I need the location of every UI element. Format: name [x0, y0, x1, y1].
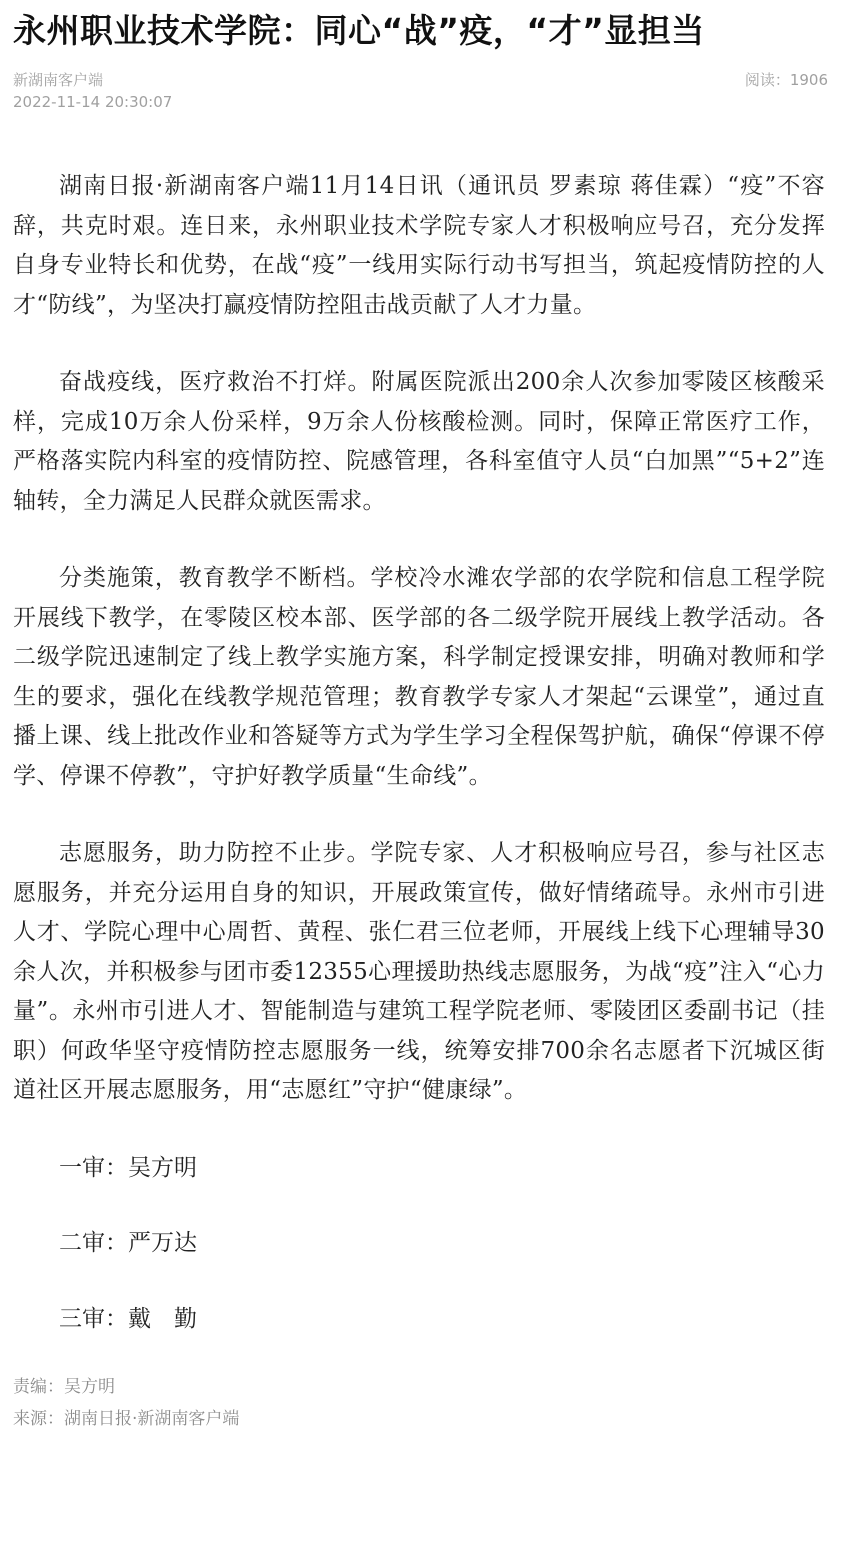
article-paragraph: 湖南日报·新湖南客户端11月14日讯（通讯员 罗素琼 蒋佳霖）“疫”不容辞，共克时艰。连日来，永州职业技术学院专家人才积极响应号召，充分发挥自身专业特长和优势，在战“疫”一线用实际行动书写担当，筑起疫情防控的人才“防线”，为坚决打赢疫情防控阻击战贡献了人才力量。 — [13, 173, 825, 318]
read-count: 阅读：1906 — [744, 71, 828, 89]
article-body — [13, 167, 825, 1339]
article-source: 新湖南客户端 — [13, 71, 104, 89]
article-origin: 来源：湖南日报·新湖南客户端 — [13, 1409, 240, 1429]
third-review: 三审：戴 勤 — [59, 1305, 197, 1332]
article-footer — [13, 1371, 825, 1435]
publish-date: 2022-11-14 20:30:07 — [13, 93, 173, 111]
article-paragraph: 奋战疫线，医疗救治不打烊。附属医院派出200余人次参加零陵区核酸采样，完成10万余人份采样，9万余人份核酸检测。同时，保障正常医疗工作，严格落实院内科室的疫情防控、院感管理，各科室值守人员“白加黑”“5+2”连轴转，全力满足人民群众就医需求。 — [13, 369, 825, 514]
article-paragraph: 志愿服务，助力防控不止步。学院专家、人才积极响应号召，参与社区志愿服务，并充分运用自身的知识，开展政策宣传，做好情绪疏导。永州市引进人才、学院心理中心周哲、黄程、张仁君三位老师，开展线上线下心理辅导30余人次，并积极参与团市委12355心理援助热线志愿服务，为战“疫”注入“心力量”。永州市引进人才、智能制造与建筑工程学院老师、零陵团区委副书记（挂职）何政华坚守疫情防控志愿服务一线，统筹安排700余名志愿者下沉城区街道社区开展志愿服务，用“志愿红”守护“健康绿”。 — [13, 840, 825, 1103]
responsible-editor: 责编：吴方明 — [13, 1377, 115, 1397]
article-title: 永州职业技术学院：同心“战”疫，“才”显担当 — [13, 11, 705, 50]
first-review: 一审：吴方明 — [59, 1154, 197, 1181]
article — [13, 0, 828, 1435]
second-review: 二审：严万达 — [59, 1230, 197, 1256]
article-paragraph: 分类施策，教育教学不断档。学校冷水滩农学部的农学院和信息工程学院开展线下教学，在零陵区校本部、医学部的各二级学院开展线上教学活动。各二级学院迅速制定了线上教学实施方案，科学制定授课安排，明确对教师和学生的要求，强化在线教学规范管理；教育教学专家人才架起“云课堂”，通过直播上课、线上批改作业和答疑等方式为学生学习全程保驾护航，确保“停课不停学、停课不停教”，守护好教学质量“生命线”。 — [13, 565, 825, 789]
article-meta — [13, 70, 828, 112]
